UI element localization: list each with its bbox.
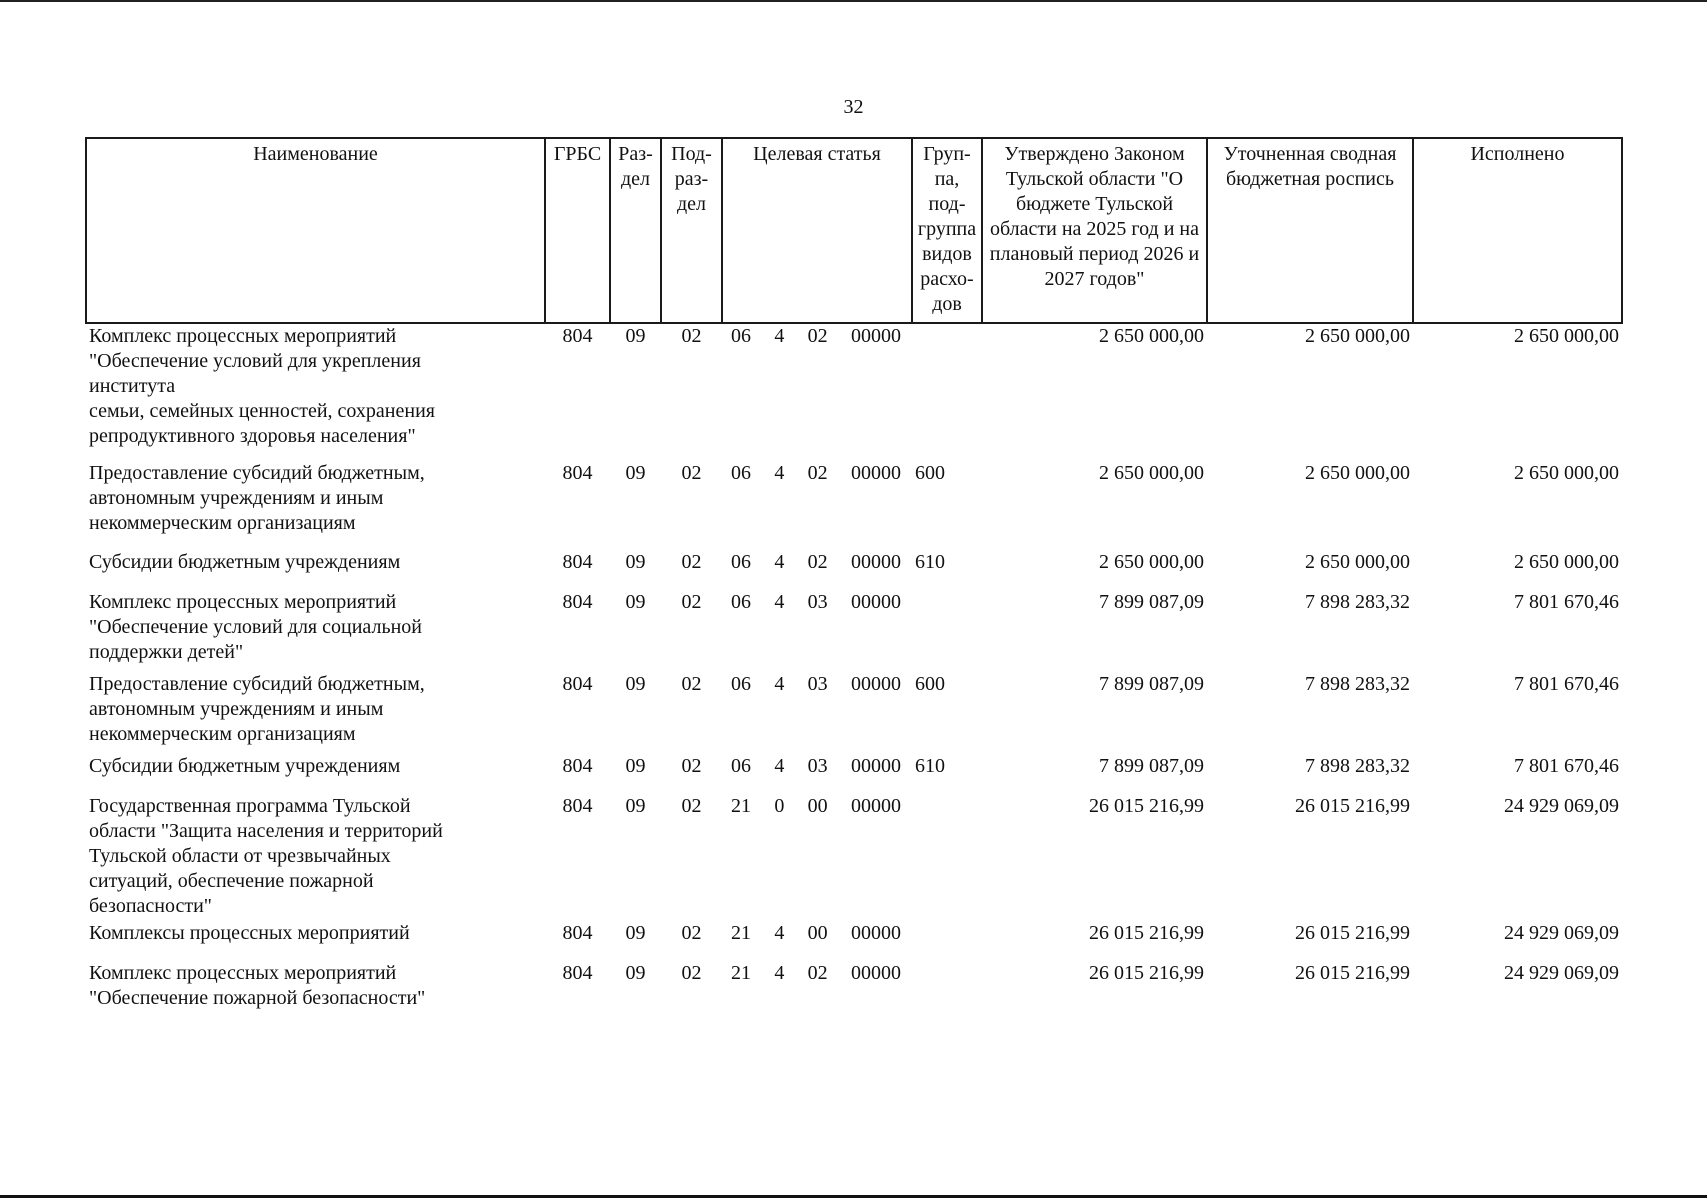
row-approved: 2 650 000,00 <box>1099 462 1204 484</box>
header-executed: Исполнено <box>1413 138 1622 323</box>
row-target <box>722 590 912 672</box>
target-type: 4 <box>774 551 785 573</box>
target-direction: 00000 <box>850 462 901 484</box>
row-grbs: 804 <box>562 755 593 777</box>
target-element: 02 <box>807 962 828 984</box>
target-program: 06 <box>731 325 751 347</box>
row-executed: 7 801 670,46 <box>1514 755 1619 777</box>
target-type: 4 <box>774 922 785 944</box>
table-row <box>86 550 1622 590</box>
row-approved: 2 650 000,00 <box>1099 551 1204 573</box>
row-group <box>912 590 982 672</box>
row-group <box>912 921 982 961</box>
table-header-row <box>86 138 1622 323</box>
header-section: Раз- дел <box>610 138 661 323</box>
table-row <box>86 754 1622 794</box>
row-section: 09 <box>625 962 646 984</box>
row-section: 09 <box>625 551 646 573</box>
target-direction: 00000 <box>850 551 901 573</box>
row-subsection: 02 <box>681 591 702 613</box>
row-revised: 7 898 283,32 <box>1305 673 1410 695</box>
target-program: 06 <box>731 462 751 484</box>
header-target: Целевая статья <box>722 138 912 323</box>
target-element: 03 <box>807 755 828 777</box>
row-group: 610 <box>915 755 945 777</box>
row-grbs: 804 <box>562 962 593 984</box>
row-name: Предоставление субсидий бюджетным, автономным учреждениям и иным некоммерческим организациям <box>89 462 425 534</box>
target-direction: 00000 <box>850 325 901 347</box>
row-target <box>722 754 912 794</box>
row-grbs: 804 <box>562 462 593 484</box>
row-name: Субсидии бюджетным учреждениям <box>89 755 401 777</box>
row-section: 09 <box>610 323 661 461</box>
row-group: 610 <box>915 551 945 573</box>
target-element: 03 <box>807 591 828 613</box>
row-group <box>912 323 982 461</box>
row-revised: 2 650 000,00 <box>1305 551 1410 573</box>
row-group <box>912 794 982 921</box>
target-type: 4 <box>774 962 785 984</box>
target-element: 02 <box>807 551 828 573</box>
target-element: 03 <box>807 673 828 695</box>
table-row <box>86 921 1622 961</box>
row-name: Комплекс процессных мероприятий "Обеспечение условий для укрепления института семьи, семейных ценностей, сохранения репродуктивного здоровья населения" <box>86 323 545 461</box>
row-approved: 26 015 216,99 <box>1089 795 1204 817</box>
row-revised: 26 015 216,99 <box>1295 922 1410 944</box>
table-row <box>86 461 1622 550</box>
scan-edge-top <box>0 0 1707 2</box>
row-approved: 7 899 087,09 <box>1099 591 1204 613</box>
row-executed: 7 801 670,46 <box>1514 591 1619 613</box>
row-section: 09 <box>625 795 646 817</box>
row-approved: 2 650 000,00 <box>982 323 1207 461</box>
row-revised: 2 650 000,00 <box>1207 323 1413 461</box>
target-program: 21 <box>731 962 751 984</box>
row-executed: 24 929 069,09 <box>1504 922 1619 944</box>
row-target <box>722 921 912 961</box>
target-program: 21 <box>731 795 751 817</box>
row-executed: 2 650 000,00 <box>1514 462 1619 484</box>
target-type: 4 <box>774 755 785 777</box>
row-group <box>912 961 982 1021</box>
target-program: 06 <box>731 755 751 777</box>
header-grbs: ГРБС <box>545 138 610 323</box>
row-target <box>722 550 912 590</box>
target-direction: 00000 <box>850 962 901 984</box>
target-direction: 00000 <box>850 755 901 777</box>
row-executed: 2 650 000,00 <box>1514 551 1619 573</box>
target-direction: 00000 <box>850 922 901 944</box>
row-grbs: 804 <box>562 591 593 613</box>
target-type: 4 <box>774 325 785 347</box>
target-direction: 00000 <box>850 591 901 613</box>
budget-table <box>85 137 1623 1021</box>
target-type: 4 <box>774 591 785 613</box>
row-revised: 7 898 283,32 <box>1305 755 1410 777</box>
row-subsection: 02 <box>681 755 702 777</box>
table-row <box>86 794 1622 921</box>
table-row <box>86 590 1622 672</box>
row-target <box>722 461 912 550</box>
row-grbs: 804 <box>562 673 593 695</box>
target-element: 02 <box>807 462 828 484</box>
target-program: 06 <box>731 551 751 573</box>
row-executed: 24 929 069,09 <box>1504 795 1619 817</box>
header-revised: Уточненная сводная бюджетная роспись <box>1207 138 1413 323</box>
table-row <box>86 961 1622 1021</box>
page-number: 32 <box>843 96 864 118</box>
scan-edge-bottom <box>0 1195 1707 1198</box>
row-approved: 26 015 216,99 <box>1089 922 1204 944</box>
row-group: 600 <box>915 673 945 695</box>
row-name: Предоставление субсидий бюджетным, автономным учреждениям и иным некоммерческим организациям <box>89 673 425 745</box>
row-subsection: 02 <box>681 922 702 944</box>
header-name: Наименование <box>86 138 545 323</box>
row-section: 09 <box>625 673 646 695</box>
row-section: 09 <box>625 462 646 484</box>
row-section: 09 <box>625 755 646 777</box>
row-section: 09 <box>625 922 646 944</box>
header-subsection: Под- раз- дел <box>661 138 722 323</box>
row-target <box>722 794 912 921</box>
header-group: Груп- па, под- группа видов расхо- дов <box>912 138 982 323</box>
row-target <box>722 672 912 754</box>
row-executed: 7 801 670,46 <box>1514 673 1619 695</box>
target-element: 02 <box>807 325 828 347</box>
table-row <box>86 672 1622 754</box>
row-grbs: 804 <box>562 922 593 944</box>
target-element: 00 <box>807 922 828 944</box>
target-element: 00 <box>807 795 828 817</box>
row-name: Государственная программа Тульской области "Защита населения и территорий Тульской области от чрезвычайных ситуаций, обеспечение пожарной безопасности" <box>89 795 443 917</box>
row-revised: 7 898 283,32 <box>1305 591 1410 613</box>
row-approved: 7 899 087,09 <box>1099 755 1204 777</box>
row-revised: 26 015 216,99 <box>1295 795 1410 817</box>
row-name: Субсидии бюджетным учреждениям <box>89 551 401 573</box>
row-target <box>722 323 912 461</box>
row-approved: 7 899 087,09 <box>1099 673 1204 695</box>
target-type: 0 <box>774 795 785 817</box>
row-subsection: 02 <box>681 462 702 484</box>
target-program: 06 <box>731 673 751 695</box>
row-revised: 26 015 216,99 <box>1295 962 1410 984</box>
header-approved: Утверждено Законом Тульской области "О бюджете Тульской области на 2025 год и на плановый период 2026 и 2027 годов" <box>982 138 1207 323</box>
target-direction: 00000 <box>850 673 901 695</box>
row-executed: 24 929 069,09 <box>1504 962 1619 984</box>
row-grbs: 804 <box>545 323 610 461</box>
row-name: Комплекс процессных мероприятий "Обеспечение пожарной безопасности" <box>89 962 426 1009</box>
row-section: 09 <box>625 591 646 613</box>
row-subsection: 02 <box>661 323 722 461</box>
row-name: Комплекс процессных мероприятий "Обеспечение условий для социальной поддержки детей" <box>89 591 422 663</box>
row-executed: 2 650 000,00 <box>1413 323 1622 461</box>
target-program: 21 <box>731 922 751 944</box>
row-subsection: 02 <box>681 551 702 573</box>
target-type: 4 <box>774 673 785 695</box>
target-direction: 00000 <box>850 795 901 817</box>
row-revised: 2 650 000,00 <box>1305 462 1410 484</box>
row-group: 600 <box>915 462 945 484</box>
target-type: 4 <box>774 462 785 484</box>
row-approved: 26 015 216,99 <box>1089 962 1204 984</box>
row-subsection: 02 <box>681 962 702 984</box>
row-grbs: 804 <box>562 795 593 817</box>
row-subsection: 02 <box>681 795 702 817</box>
target-program: 06 <box>731 591 751 613</box>
row-target <box>722 961 912 1021</box>
row-name: Комплексы процессных мероприятий <box>89 922 410 944</box>
row-grbs: 804 <box>562 551 593 573</box>
row-subsection: 02 <box>681 673 702 695</box>
table-row <box>86 323 1622 461</box>
